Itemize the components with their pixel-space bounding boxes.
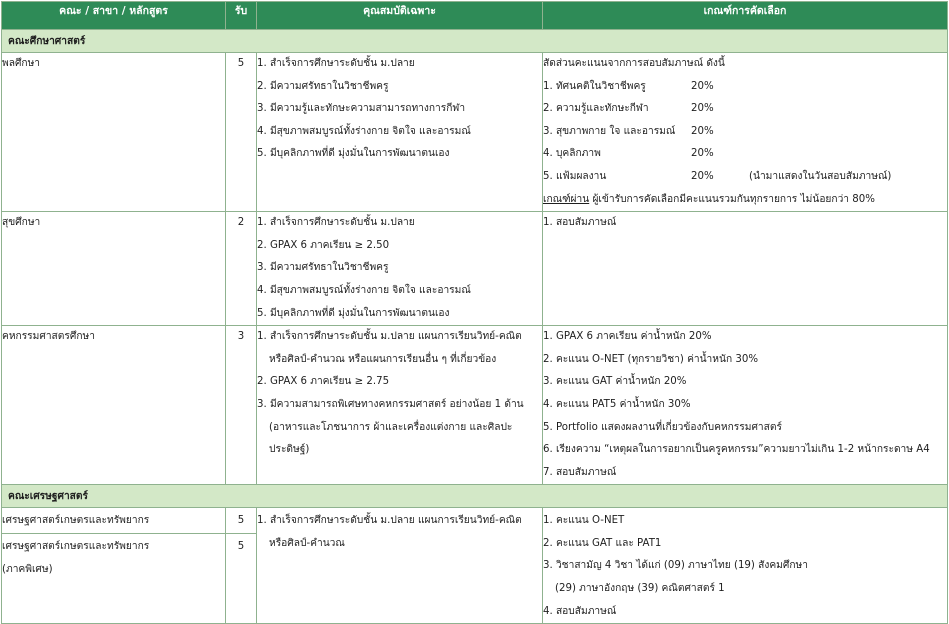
criteria-item: 4. คะแนน PAT5 ค่าน้ำหนัก 30% — [543, 398, 691, 410]
program-name-line: เศรษฐศาสตร์เกษตรและทรัพยากร — [2, 540, 150, 552]
program-name: คหกรรมศาสตรศึกษา — [2, 326, 226, 485]
qualification-item: 1. สำเร็จการศึกษาระดับชั้น ม.ปลาย แผนการเรียนวิทย์-คณิต — [257, 515, 522, 527]
criteria-item: 5. Portfolio แสดงผลงานที่เกี่ยวข้องกับคหกรรมศาสตร์ — [543, 421, 782, 433]
criteria-item: 1. คะแนน O-NET — [543, 515, 625, 527]
criteria-label: 1. ทัศนคติในวิชาชีพครู — [543, 80, 646, 92]
program-name — [2, 533, 226, 623]
header-criteria: เกณฑ์การคัดเลือก — [543, 2, 948, 30]
qualification-item: 4. มีสุขภาพสมบูรณ์ทั้งร่างกาย จิตใจ และอารมณ์ — [257, 125, 471, 137]
qualification-list — [257, 53, 543, 212]
criteria-list — [543, 326, 948, 485]
qualification-item: 2. GPAX 6 ภาคเรียน ≥ 2.50 — [257, 239, 390, 251]
header-seats: รับ — [226, 2, 257, 30]
criteria-weight: 20% — [691, 170, 714, 182]
qualification-item: 1. สำเร็จการศึกษาระดับชั้น ม.ปลาย แผนการเรียนวิทย์-คณิต — [257, 331, 522, 343]
seat-count: 3 — [226, 326, 257, 485]
qualification-item: 5. มีบุคลิกภาพที่ดี มุ่งมั่นในการพัฒนาตนเอง — [257, 307, 450, 319]
qualification-item: 2. มีความศรัทธาในวิชาชีพครู — [257, 80, 389, 92]
criteria-intro: สัดส่วนคะแนนจากการสอบสัมภาษณ์ ดังนี้ — [543, 58, 725, 69]
criteria-item — [543, 76, 947, 99]
qualification-item: 3. มีความสามารถพิเศษทางคหกรรมศาสตร์ อย่างน้อย 1 ด้าน — [257, 398, 524, 410]
qualification-item: 1. สำเร็จการศึกษาระดับชั้น ม.ปลาย — [257, 58, 415, 69]
criteria-weight: 20% — [691, 125, 714, 137]
program-name: เศรษฐศาสตร์เกษตรและทรัพยากร — [2, 508, 226, 534]
criteria-item: 3. วิชาสามัญ 4 วิชา ได้แก่ (09) ภาษาไทย (19) สังคมศึกษา — [543, 560, 808, 572]
criteria-list — [543, 53, 948, 212]
admission-table — [1, 1, 948, 624]
criteria-item: 1. GPAX 6 ภาคเรียน ค่าน้ำหนัก 20% — [543, 331, 712, 343]
header-qualifications: คุณสมบัติเฉพาะ — [257, 2, 543, 30]
qualification-list — [257, 212, 543, 326]
faculty-education-title: คณะศึกษาศาสตร์ — [2, 30, 948, 53]
qualification-list — [257, 508, 543, 624]
seat-count: 5 — [226, 508, 257, 534]
qualification-item: 3. มีความศรัทธาในวิชาชีพครู — [257, 262, 389, 274]
qualification-item: 1. สำเร็จการศึกษาระดับชั้น ม.ปลาย — [257, 217, 415, 229]
criteria-weight: 20% — [691, 148, 714, 160]
header-program: คณะ / สาขา / หลักสูตร — [2, 2, 226, 30]
criteria-item — [543, 121, 947, 144]
qualification-item-continued: หรือศิลป์-คำนวณ หรือแผนการเรียนอื่น ๆ ที่เกี่ยวข้อง — [269, 353, 497, 365]
criteria-item-continued: (29) ภาษาอังกฤษ (39) คณิตศาสตร์ 1 — [555, 583, 725, 595]
table-row — [2, 53, 948, 212]
criteria-item — [543, 98, 947, 121]
faculty-row-economics — [2, 485, 948, 508]
criteria-label: 2. ความรู้และทักษะกีฬา — [543, 103, 649, 115]
table-row — [2, 326, 948, 485]
qualification-item: 5. มีบุคลิกภาพที่ดี มุ่งมั่นในการพัฒนาตนเอง — [257, 148, 450, 160]
qualification-item: 4. มีสุขภาพสมบูรณ์ทั้งร่างกาย จิตใจ และอารมณ์ — [257, 284, 471, 296]
criteria-item: 4. สอบสัมภาษณ์ — [543, 605, 617, 617]
criteria-label: 4. บุคลิกภาพ — [543, 148, 601, 160]
faculty-economics-title: คณะเศรษฐศาสตร์ — [2, 485, 948, 508]
criteria-list — [543, 212, 948, 326]
criteria-item: 2. คะแนน O-NET (ทุกรายวิชา) ค่าน้ำหนัก 30% — [543, 353, 759, 365]
program-name: สุขศึกษา — [2, 212, 226, 326]
faculty-row-education — [2, 30, 948, 53]
qualification-list — [257, 326, 543, 485]
criteria-weight: 20% — [691, 80, 714, 92]
qualification-item-continued: (อาหารและโภชนาการ ผ้าและเครื่องแต่งกาย และศิลปะ — [269, 421, 513, 433]
qualification-item-continued: ประดิษฐ์) — [269, 444, 310, 456]
pass-text: ผู้เข้ารับการคัดเลือกมีคะแนนรวมกันทุกรายการ ไม่น้อยกว่า 80% — [589, 193, 875, 205]
criteria-item — [543, 166, 947, 189]
criteria-label: 5. แฟ้มผลงาน — [543, 170, 607, 182]
qualification-item-continued: หรือศิลป์-คำนวณ — [269, 537, 345, 549]
criteria-item: 2. คะแนน GAT และ PAT1 — [543, 537, 662, 549]
criteria-label: 3. สุขภาพกาย ใจ และอารมณ์ — [543, 125, 676, 137]
header-row — [2, 2, 948, 30]
table-row — [2, 508, 948, 534]
seat-count: 2 — [226, 212, 257, 326]
criteria-list — [543, 508, 948, 624]
pass-criteria — [543, 189, 947, 212]
program-name: พลศึกษา — [2, 53, 226, 212]
criteria-item — [543, 143, 947, 166]
criteria-item: 7. สอบสัมภาษณ์ — [543, 466, 617, 478]
seat-count: 5 — [226, 533, 257, 623]
criteria-note: (นำมาแสดงในวันสอบสัมภาษณ์) — [749, 170, 892, 182]
criteria-item: 1. สอบสัมภาษณ์ — [543, 217, 617, 229]
qualification-item: 3. มีความรู้และทักษะความสามารถทางการกีฬา — [257, 103, 466, 115]
criteria-item: 3. คะแนน GAT ค่าน้ำหนัก 20% — [543, 376, 687, 388]
qualification-item: 2. GPAX 6 ภาคเรียน ≥ 2.75 — [257, 376, 390, 388]
table-row — [2, 212, 948, 326]
criteria-item: 6. เรียงความ “เหตุผลในการอยากเป็นครูคหกรรม”ความยาวไม่เกิน 1-2 หน้ากระดาษ A4 — [543, 444, 930, 456]
seat-count: 5 — [226, 53, 257, 212]
criteria-weight: 20% — [691, 103, 714, 115]
program-name-line: (ภาคพิเศษ) — [2, 563, 53, 575]
pass-label: เกณฑ์ผ่าน — [543, 193, 590, 205]
